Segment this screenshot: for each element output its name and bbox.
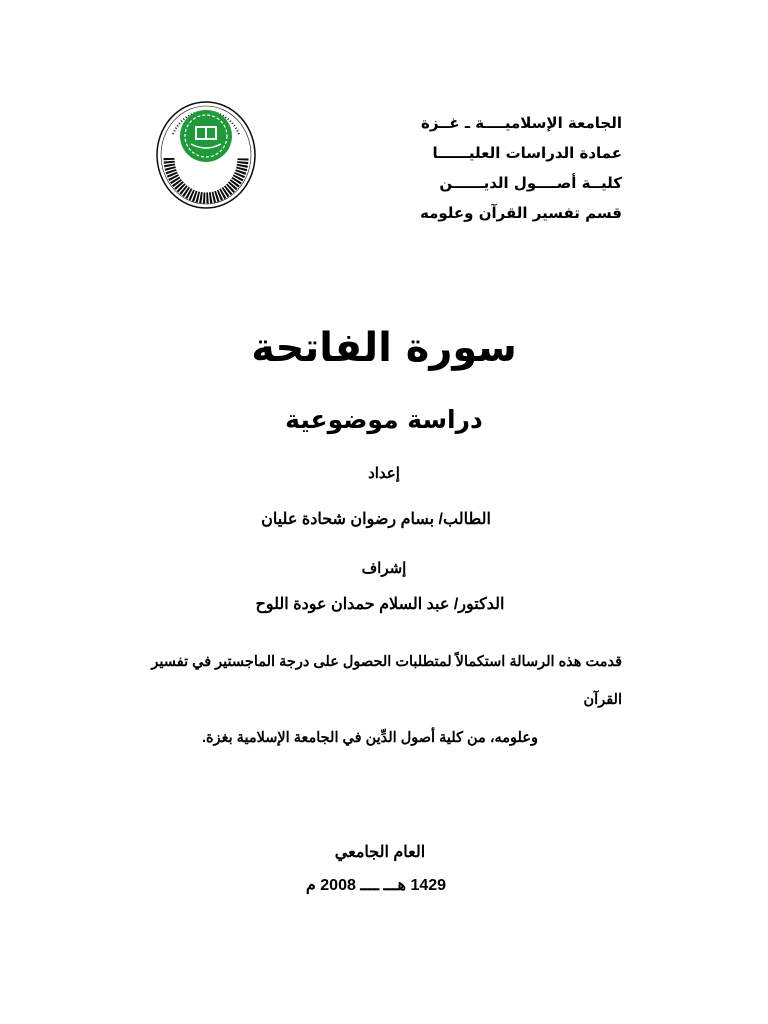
university-seal xyxy=(155,100,257,210)
supervision-label: إشراف xyxy=(361,560,407,577)
student-name: الطالب/ بسام رضوان شحادة عليان xyxy=(261,511,491,528)
academic-year: 1429 هـــ ــــ 2008 م xyxy=(305,877,447,894)
statement-line-2: وعلومه، من كلية أصول الدِّين في الجامعة الإسلامية بغزة. xyxy=(202,730,538,746)
header-line-faculty: كليــة أصــــول الديــــــن xyxy=(439,174,622,192)
header-line-university: الجامعة الإسلاميــــة ـ غــزة xyxy=(420,114,622,132)
header-line-deanship: عمادة الدراسات العليــــــا xyxy=(432,144,622,162)
thesis-subtitle: دراسة موضوعية xyxy=(285,405,483,434)
submission-statement xyxy=(142,643,622,757)
supervisor-name: الدكتور/ عبد السلام حمدان عودة اللوح xyxy=(255,596,505,613)
statement-line-1: قدمت هذه الرسالة استكمالاً لمتطلبات الحصول على درجة الماجستير في تفسير القرآن xyxy=(151,654,622,708)
institution-header xyxy=(382,108,622,228)
academic-year-label: العام الجامعي xyxy=(334,844,426,861)
prepared-by-label: إعداد xyxy=(368,465,400,482)
header-line-department: قسم تفسير القرآن وعلومه xyxy=(420,204,622,222)
thesis-title: سورة الفاتحة xyxy=(251,325,517,371)
